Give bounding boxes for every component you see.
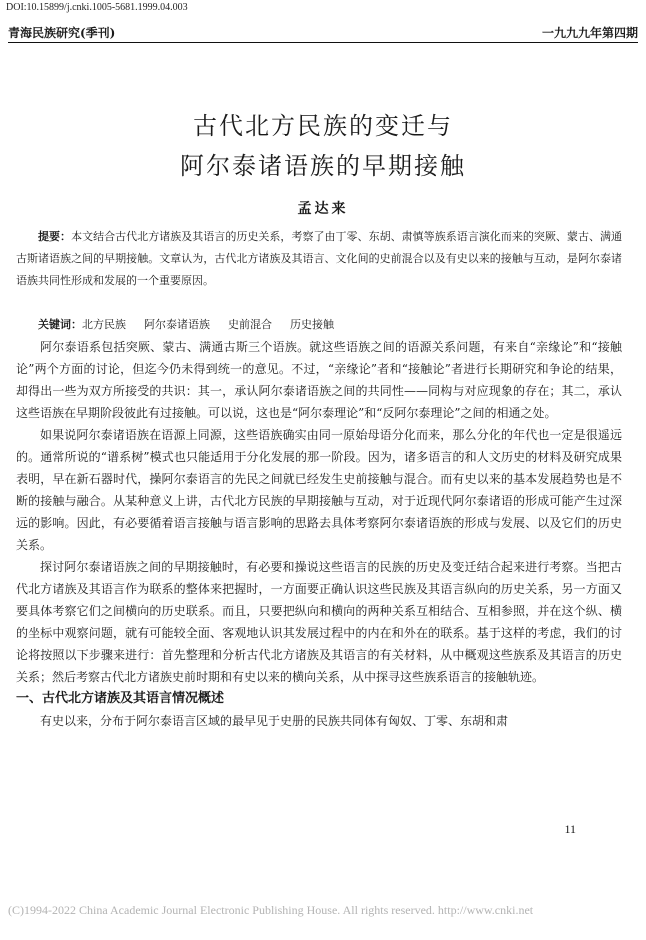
copyright-footer: (C)1994-2022 China Academic Journal Electronic Publishing House. All rights reserved. http://www.cnki.net [8, 903, 534, 917]
body-paragraph: 阿尔泰语系包括突厥、蒙古、满通古斯三个语族。就这些语族之间的语源关系问题，有来自“亲缘论”和“接触论”两个方面的讨论，但迄今仍未得到统一的意见。不过，“亲缘论”者和“接触论”者进行长期研究和争论的结果，却得出一些为双方所接受的共识：其一，承认阿尔泰诸语族之间的共同性——同构与对应现象的存在；其二，承认这些语族在早期阶段彼此有过接触。可以说，这也是“阿尔泰理论”和“反阿尔泰理论”之间的相通之处。 [16, 340, 622, 420]
keyword: 历史接触 [290, 318, 334, 331]
abstract [16, 226, 622, 292]
keyword: 史前混合 [228, 318, 272, 331]
keywords [16, 314, 622, 336]
running-head [8, 24, 638, 42]
abstract-label: 提要： [38, 230, 72, 243]
author-name: 孟达来 [297, 201, 349, 217]
body-paragraph: 探讨阿尔泰诸语族之间的早期接触时，有必要和操说这些语言的民族的历史及变迁结合起来进行考察。当把古代北方诸族及其语言作为联系的整体来把握时，一方面要正确认识这些民族及其语言纵向的历史关系，另一方面又要具体考察它们之间横向的历史联系。而且，只要把纵向和横向的两种关系互相结合、互相参照，并在这个纵、横的坐标中观察问题，就有可能较全面、客观地认识其发展过程中的内在和外在的联系。基于这样的考虑，我们的讨论将按照以下步骤来进行：首先整理和分析古代北方诸族及其语言的有关材料，从中概观这些族系及其语言的历史关系；然后考察古代北方诸族史前时期和有史以来的横向关系，从中探寻这些族系语言的接触轨迹。 [16, 560, 622, 684]
article-body [16, 336, 622, 732]
title-line-1: 古代北方民族的变迁与 [193, 112, 453, 140]
section-heading: 一、古代北方诸族及其语言情况概述 [16, 691, 225, 706]
title-line-2: 阿尔泰诸语族的早期接触 [180, 152, 466, 180]
header-rule [8, 42, 638, 43]
body-paragraph: 有史以来，分布于阿尔泰语言区域的最早见于史册的民族共同体有匈奴、丁零、东胡和肃 [40, 714, 509, 728]
issue-label: 一九九九年第四期 [541, 26, 638, 40]
body-paragraph: 如果说阿尔泰诸语族在语源上同源，这些语族确实由同一原始母语分化而来，那么分化的年代也一定是很遥远的。通常所说的“谱系树”模式也只能适用于分化发展的那一阶段。因为，诸多语言的和人文历史的材料及研究成果表明，早在新石器时代，操阿尔泰语言的先民之间就已经发生史前接触与混合。而有史以来的基本发展趋势也是不断的接触与融合。从某种意义上讲，古代北方民族的早期接触与互动，对于近现代阿尔泰诸语的形成可能产生过深远的影响。因此，有必要循着语言接触与语言影响的思路去具体考察阿尔泰诸语族的形成与发展、以及它们的历史关系。 [16, 428, 622, 552]
doi-line: DOI:10.15899/j.cnki.1005-5681.1999.04.003 [6, 2, 188, 13]
page-number: 11 [564, 822, 576, 836]
keyword: 北方民族 [82, 318, 126, 331]
keyword: 阿尔泰诸语族 [144, 318, 210, 331]
keywords-label: 关键词： [38, 318, 82, 331]
article-title [0, 106, 646, 186]
journal-name: 青海民族研究(季刊) [8, 26, 116, 40]
abstract-text: 本文结合古代北方诸族及其语言的历史关系，考察了由丁零、东胡、肃慎等族系语言演化而来的突厥、蒙古、满通古斯诸语族之间的早期接触。文章认为，古代北方诸族及其语言、文化间的史前混合以及有史以来的接触与互动，是阿尔泰诸语族共同性形成和发展的一个重要原因。 [16, 230, 623, 287]
